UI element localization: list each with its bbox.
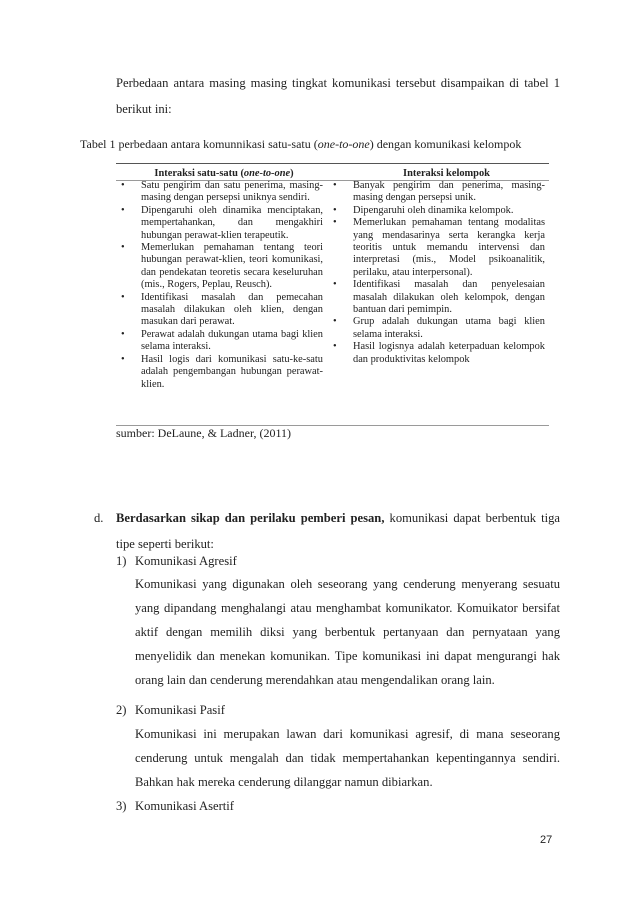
- section-d-bold: Berdasarkan sikap dan perilaku pemberi pesan,: [116, 511, 385, 525]
- sub3-title: Komunikasi Asertif: [135, 799, 234, 813]
- table-header-right: Interaksi kelompok: [403, 168, 490, 179]
- left-item: [117, 205, 323, 242]
- left-item-text: Perawat adalah dukungan utama bagi klien selama interaksi.: [141, 328, 323, 353]
- bullet-icon: •: [121, 291, 125, 303]
- header-left-text: Interaksi satu-satu (: [154, 168, 244, 179]
- sub1-line-1: Komunikasi yang digunakan oleh seseorang yang cenderung menyerang sesuatu: [135, 577, 560, 591]
- left-item: [117, 354, 323, 391]
- left-item: [117, 329, 323, 354]
- caption-italic: one-to-one: [317, 137, 370, 151]
- section-d-rest: komunikasi dapat berbentuk tiga: [384, 511, 560, 525]
- right-item-text: Hasil logisnya adalah keterpaduan kelompok dan produktivitas kelompok: [353, 341, 545, 365]
- left-item-text: Dipengaruhi oleh dinamika menciptakan, mempertahankan, dan mengakhiri hubungan perawat-klien terapeutik.: [141, 204, 323, 241]
- bullet-icon: •: [333, 341, 337, 353]
- sub1-line-4: menyelidik dan menekan komunikan. Tipe komunikasi ini dapat mengurangi hak: [135, 649, 560, 663]
- sub2-line-1: Komunikasi ini merupakan lawan dari komunikasi agresif, di mana seseorang: [135, 727, 560, 741]
- left-item-text: Memerlukan pemahaman tentang teori hubungan perawat-klien, teori komunikasi, dan pendekatan teoretis secara keseluruhan (mis., Rogers, Peplau, Reusch).: [141, 242, 323, 291]
- intro-line-2: berikut ini:: [116, 102, 172, 116]
- left-item: [117, 242, 323, 292]
- left-item: [117, 292, 323, 329]
- right-item-text: Memerlukan pemahaman tentang modalitas yang mendasarinya serta kerangka kerja teoritis untuk memandu intervensi dan interpretasi (mis., Model psikoanalitik, perilaku, atau interpersonal).: [353, 217, 545, 278]
- right-item: [329, 279, 545, 316]
- intro-line-1: Perbedaan antara masing masing tingkat komunikasi tersebut disampaikan di tabel 1: [116, 76, 560, 90]
- right-item: [329, 205, 545, 217]
- bullet-icon: •: [333, 217, 337, 229]
- table-caption: [80, 137, 521, 152]
- right-item-text: Banyak pengirim dan penerima, masing-masing dengan persepsi unik.: [353, 180, 545, 204]
- sub1-number: 1): [116, 554, 127, 568]
- right-item: [329, 217, 545, 279]
- left-item-text: Identifikasi masalah dan pemecahan masalah dilakukan oleh klien, dengan masukan dari perawat.: [141, 291, 323, 328]
- left-item: [117, 180, 323, 205]
- page-number: 27: [540, 834, 553, 846]
- section-d-marker: d.: [94, 511, 104, 525]
- bullet-icon: •: [333, 204, 337, 216]
- caption-text-end: ) dengan komunikasi kelompok: [369, 137, 522, 151]
- table-source: sumber: DeLaune, & Ladner, (2011): [116, 426, 292, 440]
- header-left-end: ): [290, 168, 294, 179]
- sub2-number: 2): [116, 703, 127, 717]
- bullet-icon: •: [121, 328, 125, 340]
- left-item-text: Satu pengirim dan satu penerima, masing-masing dengan persepsi uniknya sendiri.: [141, 180, 323, 204]
- right-item: [329, 180, 545, 205]
- sub1-title: Komunikasi Agresif: [135, 554, 237, 568]
- table-left-column: [117, 180, 323, 391]
- sub3-number: 3): [116, 799, 127, 813]
- sub1-line-5: orang lain dan cenderung merendahkan atau mengendalikan orang lain.: [135, 673, 495, 687]
- table-header-left: [116, 168, 332, 179]
- sub2-line-2: cenderung untuk mengalah dan tidak mempertahankan kepentingannya sendiri.: [135, 751, 560, 765]
- section-d-line-2: tipe seperti berikut:: [116, 537, 214, 551]
- bullet-icon: •: [333, 180, 337, 191]
- section-d-line-1: [116, 505, 560, 531]
- bullet-icon: •: [121, 242, 125, 254]
- header-left-italic: one-to-one: [243, 168, 291, 179]
- right-item: [329, 316, 545, 341]
- table-top-rule: [116, 163, 549, 164]
- bullet-icon: •: [121, 204, 125, 216]
- right-item-text: Grup adalah dukungan utama bagi klien selama interaksi.: [353, 316, 545, 340]
- sub1-line-2: yang dipandang menghalangi atau menghambat komunikator. Komuikator bersifat: [135, 601, 560, 615]
- bullet-icon: •: [333, 316, 337, 328]
- bullet-icon: •: [121, 353, 125, 365]
- bullet-icon: •: [333, 279, 337, 291]
- table-right-column: [329, 180, 545, 366]
- caption-text: Tabel 1 perbedaan antara komunnikasi satu-satu (: [80, 137, 318, 151]
- left-item-text: Hasil logis dari komunikasi satu-ke-satu adalah pengembangan hubungan perawat-klien.: [141, 353, 323, 390]
- sub2-title: Komunikasi Pasif: [135, 703, 225, 717]
- sub1-line-3: aktif dengan memilih diksi yang berbentuk pertanyaan dan pernyataan yang: [135, 625, 560, 639]
- right-item: [329, 341, 545, 366]
- right-item-text: Identifikasi masalah dan penyelesaian masalah dilakukan oleh kelompok, dengan bantuan dari pemimpin.: [353, 279, 545, 316]
- sub2-line-3: Bahkan hak mereka cenderung dilanggar namun dibiarkan.: [135, 775, 433, 789]
- right-item-text: Dipengaruhi oleh dinamika kelompok.: [353, 204, 514, 216]
- bullet-icon: •: [121, 180, 125, 191]
